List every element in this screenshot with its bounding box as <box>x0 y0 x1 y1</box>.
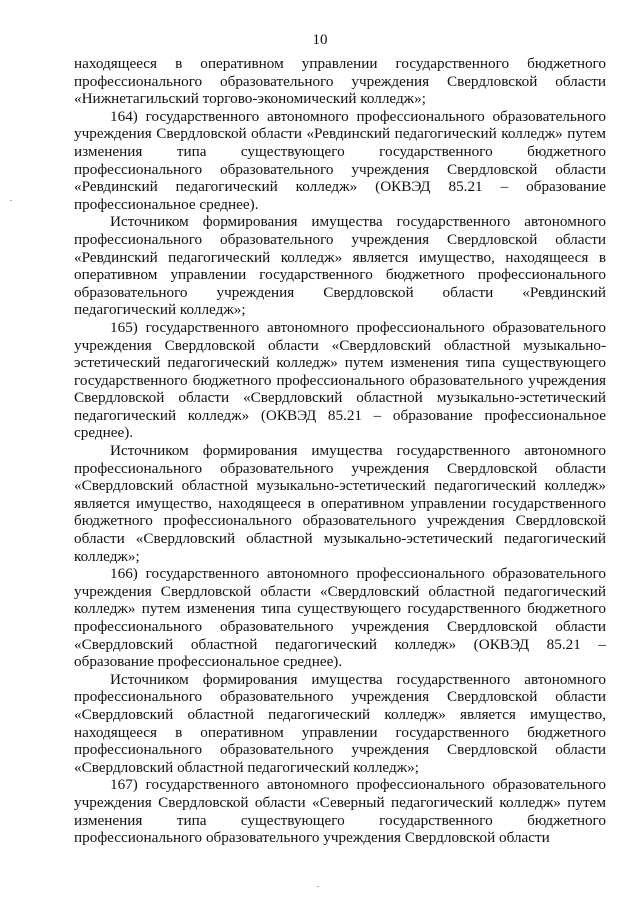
paragraph-property-source-165: Источником формирования имущества государственного автономного профессионального образовательного учреждения Свердловской области «Свердловский областной музыкально-эстетический педагогический колледж» является имущество, находящееся в оперативном управлении государственного бюджетного профессионального образовательного учреждения Свердловской области «Свердловский областной музыкально-эстетический педагогический колледж»; <box>74 442 606 565</box>
paragraph-item-164: 164) государственного автономного профессионального образовательного учреждения Свердловской области «Ревдинский педагогический колледж» путем изменения типа существующего государственного бюджетного профессионального образовательного учреждения Свердловской области «Ревдинский педагогический колледж» (ОКВЭД 85.21 – образование профессиональное среднее). <box>74 107 606 213</box>
paragraph-property-source-164: Источником формирования имущества государственного автономного профессионального образовательного учреждения Свердловской области «Ревдинский педагогический колледж» является имущество, находящееся в оперативном управлении государственного бюджетного профессионального образовательного учреждения Свердловской области «Ревдинский педагогический колледж»; <box>74 213 606 319</box>
paragraph-item-167: 167) государственного автономного профессионального образовательного учреждения Свердловской области «Северный педагогический колледж» путем изменения типа существующего государственного бюджетного профессионального образовательного учреждения Свердловской области <box>74 776 606 847</box>
paragraph-item-166: 166) государственного автономного профессионального образовательного учреждения Свердловской области «Свердловский областной педагогический колледж» путем изменения типа существующего государственного бюджетного профессионального образовательного учреждения Свердловской области «Свердловский областной педагогический колледж» (ОКВЭД 85.21 – образование профессиональное среднее). <box>74 565 606 671</box>
scan-speck <box>317 886 319 887</box>
paragraph-continuation: находящееся в оперативном управлении государственного бюджетного профессионального образовательного учреждения Свердловской области «Нижнетагильский торгово-экономический колледж»; <box>74 55 606 108</box>
document-body <box>74 55 606 847</box>
scan-speck <box>10 200 12 201</box>
paragraph-item-165: 165) государственного автономного профессионального образовательного учреждения Свердловской области «Свердловский областной музыкально-эстетический педагогический колледж» путем изменения типа существующего государственного бюджетного профессионального образовательного учреждения Свердловской области «Свердловский областной музыкально-эстетический педагогический колледж» (ОКВЭД 85.21 – образование профессиональное среднее). <box>74 318 606 442</box>
paragraph-property-source-166: Источником формирования имущества государственного автономного профессионального образовательного учреждения Свердловской области «Свердловский областной педагогический колледж» является имущество, находящееся в оперативном управлении государственного бюджетного профессионального образовательного учреждения Свердловской области «Свердловский областной педагогический колледж»; <box>74 670 606 776</box>
page-number: 10 <box>312 32 328 48</box>
